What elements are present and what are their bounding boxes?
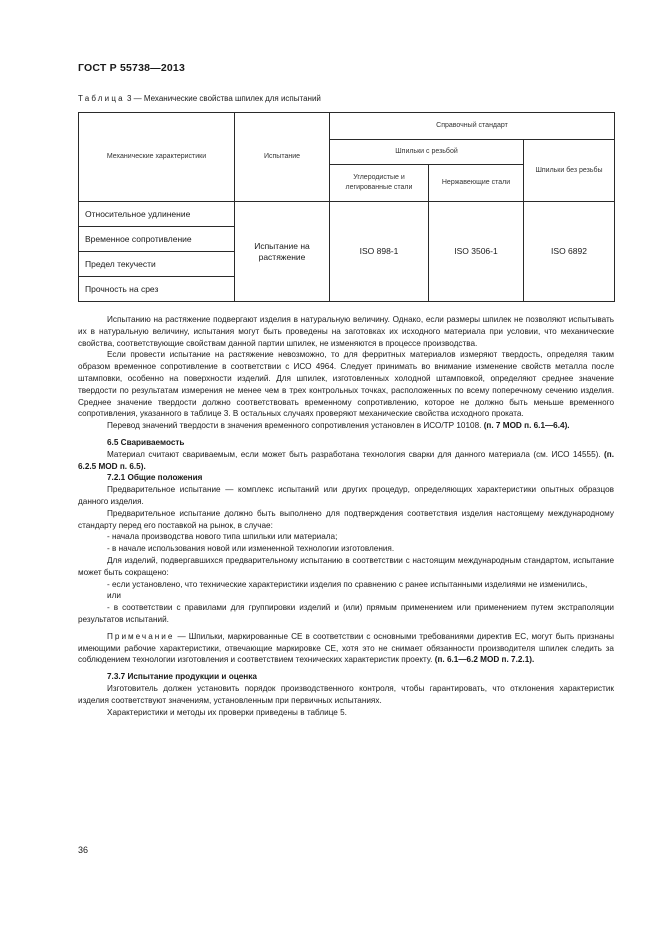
clause-ref-1: (п. 7 MOD п. 6.1—6.4). (481, 421, 570, 431)
header-carbon-alloy-steel: Углеродистые и легированные стали (330, 165, 429, 202)
paragraph-preliminary-def: Предварительное испытание — комплекс испытаний или других процедур, определяющих характеристики опытных образцов данного изделия. (78, 485, 614, 506)
cell-iso-carbon: ISO 898-1 (330, 202, 429, 302)
header-stainless-steel: Нержавеющие стали (429, 165, 524, 202)
note (78, 631, 614, 666)
page-number: 36 (78, 845, 89, 855)
section-7-2-1-heading: 7.2.1 Общие положения (107, 473, 203, 483)
cell-tensile-test: Испытание на растяжение (235, 202, 330, 302)
paragraph-production-control: Изготовитель должен установить порядок производственного контроля, чтобы гарантировать, что отклонения характеристик изделия соответствуют значениям, установленным при первичных испытаниях. (78, 683, 614, 705)
header-unthreaded-studs: Шпильки без резьбы (524, 140, 615, 202)
paragraph-reduced-testing: Для изделий, подвергавшихся предварительному испытанию в соответствии с настоящим международным стандартом, испытание может быть сокращено: (78, 555, 614, 577)
list-connector-or: или (107, 591, 121, 601)
cell-iso-unthreaded: ISO 6892 (524, 202, 615, 302)
paragraph-weldability (78, 449, 614, 473)
table-caption (78, 94, 321, 103)
list-item-unchanged: - если установлено, что технические характеристики изделия по сравнению с ранее испытанными изделиями не изменились, (107, 579, 588, 589)
clause-ref-3: (п. 6.1—6.2 MOD п. 7.2.1). (432, 655, 535, 665)
paragraph-preliminary-when: Предварительное испытание должно быть выполнено для подтверждения соответствия изделия настоящему международному стандарту перед его поставкой на рынок, в случае: (78, 508, 614, 530)
row-shear-strength: Прочность на срез (79, 277, 235, 302)
document-header: ГОСТ Р 55738—2013 (78, 62, 186, 74)
paragraph-weldability-text: Материал считают свариваемым, если может быть разработана технология сварки для данного материала (см. ИСО 14555). (107, 449, 601, 459)
row-elongation: Относительное удлинение (79, 202, 235, 227)
table-caption-word: Таблица (78, 94, 125, 103)
paragraph-conversion-text: Перевод значений твердости в значения временного сопротивления установлен в ИСО/ТР 10108. (107, 421, 482, 431)
section-6-5-heading: 6.5 Свариваемость (107, 437, 185, 447)
paragraph-hardness: Если провести испытание на растяжение невозможно, то для ферритных материалов измеряют твердость, определяя таким образом временное сопротивление в соответствии с ИСО 4964. Следует принимать во внимание изменение свойств металла после штамповки, особенно на поверхности изделий. Для шпилек, изготовленных холодной штамповкой, определяют среднее значение твердости по результатам измерения не менее чем в трех контрольных точках, расположенных по всему поперечному сечению изделия. Среднее значение твердости должно соответствовать временному сопротивлению, которое не должно быть меньше временного сопротивления, указанного в таблице 3. В остальных случаях проверяют механические свойства исходного проката. (78, 350, 614, 419)
row-tensile-strength: Временное сопротивление (79, 227, 235, 252)
note-label: Примечание (107, 631, 175, 641)
list-item-new-technology: - в начале использования новой или измененной технологии изготовления. (107, 544, 395, 554)
header-threaded-studs: Шпильки с резьбой (330, 140, 524, 165)
list-item-new-type: - начала производства нового типа шпильки или материала; (107, 532, 338, 542)
table-caption-title: 3 — Механические свойства шпилек для испытаний (124, 94, 321, 103)
header-reference-standard: Справочный стандарт (330, 113, 615, 140)
header-test: Испытание (235, 113, 330, 202)
document-body (78, 314, 614, 718)
note-text: — Шпильки, маркированные СЕ в соответствии с основными требованиями директив ЕС, могут быть признаны имеющими рабочие характеристики, отвечающие маркировке СЕ, хотя это не снимает обязанности производителя шпилек следить за соблюдением технологии изготовления и соответствием технических характеристик проекту. (78, 631, 614, 665)
header-characteristics: Механические характеристики (79, 113, 235, 202)
paragraph-table-5-ref: Характеристики и методы их проверки приведены в таблице 5. (107, 707, 347, 717)
paragraph-conversion (78, 420, 614, 432)
clause-ref-2: (п. 6.2.5 MOD п. 6.5). (78, 449, 614, 471)
row-yield-strength: Предел текучести (79, 252, 235, 277)
section-7-3-7-heading: 7.3.7 Испытание продукции и оценка (107, 672, 257, 682)
paragraph-tensile: Испытанию на растяжение подвергают изделия в натуральную величину. Однако, если размеры шпилек не позволяют испытывать их в натуральную величину, испытания могут быть проведены на заготовках их исходного материала при условии, что механические свойства, соответствующие свойствам данной партии шпилек, не изменяются в процессе производства. (78, 315, 614, 348)
mechanical-properties-table (78, 112, 615, 302)
cell-iso-stainless: ISO 3506-1 (429, 202, 524, 302)
list-item-grouping: - в соответствии с правилами для группировки изделий и (или) прямым применением или применением путем экстраполяции результатов испытаний. (78, 603, 614, 624)
